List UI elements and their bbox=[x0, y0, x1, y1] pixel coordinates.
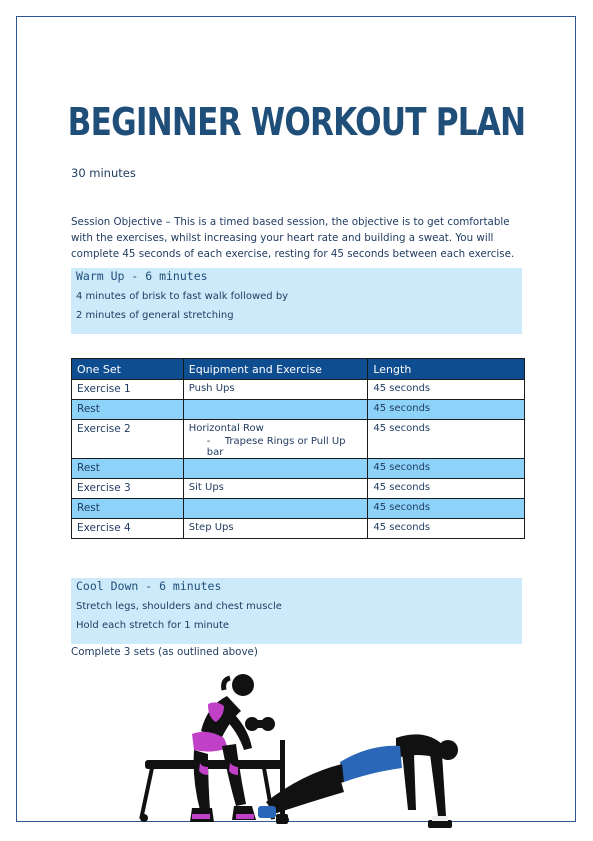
woman-curl-figure-icon bbox=[190, 674, 275, 822]
cell-length: 45 seconds bbox=[368, 420, 525, 459]
cell-exercise bbox=[183, 400, 368, 420]
warmup-box bbox=[71, 268, 522, 334]
cell-exercise bbox=[183, 459, 368, 479]
cell-exercise: Step Ups bbox=[183, 519, 368, 539]
warmup-title: Warm Up - 6 minutes bbox=[76, 269, 208, 283]
page-title: BEGINNER WORKOUT PLAN bbox=[67, 100, 526, 144]
man-pushup-figure-icon bbox=[258, 734, 458, 828]
cell-set: Rest bbox=[72, 499, 184, 519]
header-one-set: One Set bbox=[72, 359, 184, 380]
cell-set: Rest bbox=[72, 400, 184, 420]
workout-table bbox=[71, 358, 525, 539]
warmup-line: 4 minutes of brisk to fast walk followed by bbox=[76, 291, 289, 302]
cell-exercise bbox=[183, 420, 368, 459]
table-header-row bbox=[72, 359, 525, 380]
table-row bbox=[72, 479, 525, 499]
sub-item-dash: - bbox=[206, 436, 211, 447]
cell-set: Exercise 4 bbox=[72, 519, 184, 539]
cell-length: 45 seconds bbox=[368, 479, 525, 499]
warmup-line: 2 minutes of general stretching bbox=[76, 310, 234, 321]
session-objective: Session Objective – This is a timed based session, the objective is to get comfortable with the exercises, whilst increasing your heart rate and building a sweat. You will complete 45 seconds of each exercise, resting for 45 seconds between each exercise. bbox=[71, 216, 515, 260]
cooldown-line: Stretch legs, shoulders and chest muscle bbox=[76, 601, 282, 612]
cell-length: 45 seconds bbox=[368, 400, 525, 420]
table-row bbox=[72, 420, 525, 459]
cell-length: 45 seconds bbox=[368, 380, 525, 400]
table-row-rest bbox=[72, 499, 525, 519]
exercise-name: Horizontal Row bbox=[188, 423, 264, 434]
cell-set: Rest bbox=[72, 459, 184, 479]
sub-item-text: Trapese Rings or Pull Up bar bbox=[206, 436, 346, 458]
table-row-rest bbox=[72, 459, 525, 479]
table-row-rest bbox=[72, 400, 525, 420]
cell-length: 45 seconds bbox=[368, 459, 525, 479]
cell-set: Exercise 2 bbox=[72, 420, 184, 459]
cell-exercise: Sit Ups bbox=[183, 479, 368, 499]
cell-set: Exercise 1 bbox=[72, 380, 184, 400]
exercise-sub-item bbox=[189, 436, 363, 458]
cell-length: 45 seconds bbox=[368, 519, 525, 539]
cell-set: Exercise 3 bbox=[72, 479, 184, 499]
table-row bbox=[72, 380, 525, 400]
workout-figures-illustration bbox=[130, 668, 480, 838]
header-equipment-exercise: Equipment and Exercise bbox=[183, 359, 368, 380]
sets-note: Complete 3 sets (as outlined above) bbox=[71, 646, 258, 658]
cell-length: 45 seconds bbox=[368, 499, 525, 519]
header-length: Length bbox=[368, 359, 525, 380]
cooldown-line: Hold each stretch for 1 minute bbox=[76, 620, 230, 631]
table-row bbox=[72, 519, 525, 539]
duration-text: 30 minutes bbox=[71, 166, 136, 180]
cooldown-title: Cool Down - 6 minutes bbox=[76, 579, 222, 593]
cell-exercise: Push Ups bbox=[183, 380, 368, 400]
cooldown-box bbox=[71, 578, 522, 644]
cell-exercise bbox=[183, 499, 368, 519]
